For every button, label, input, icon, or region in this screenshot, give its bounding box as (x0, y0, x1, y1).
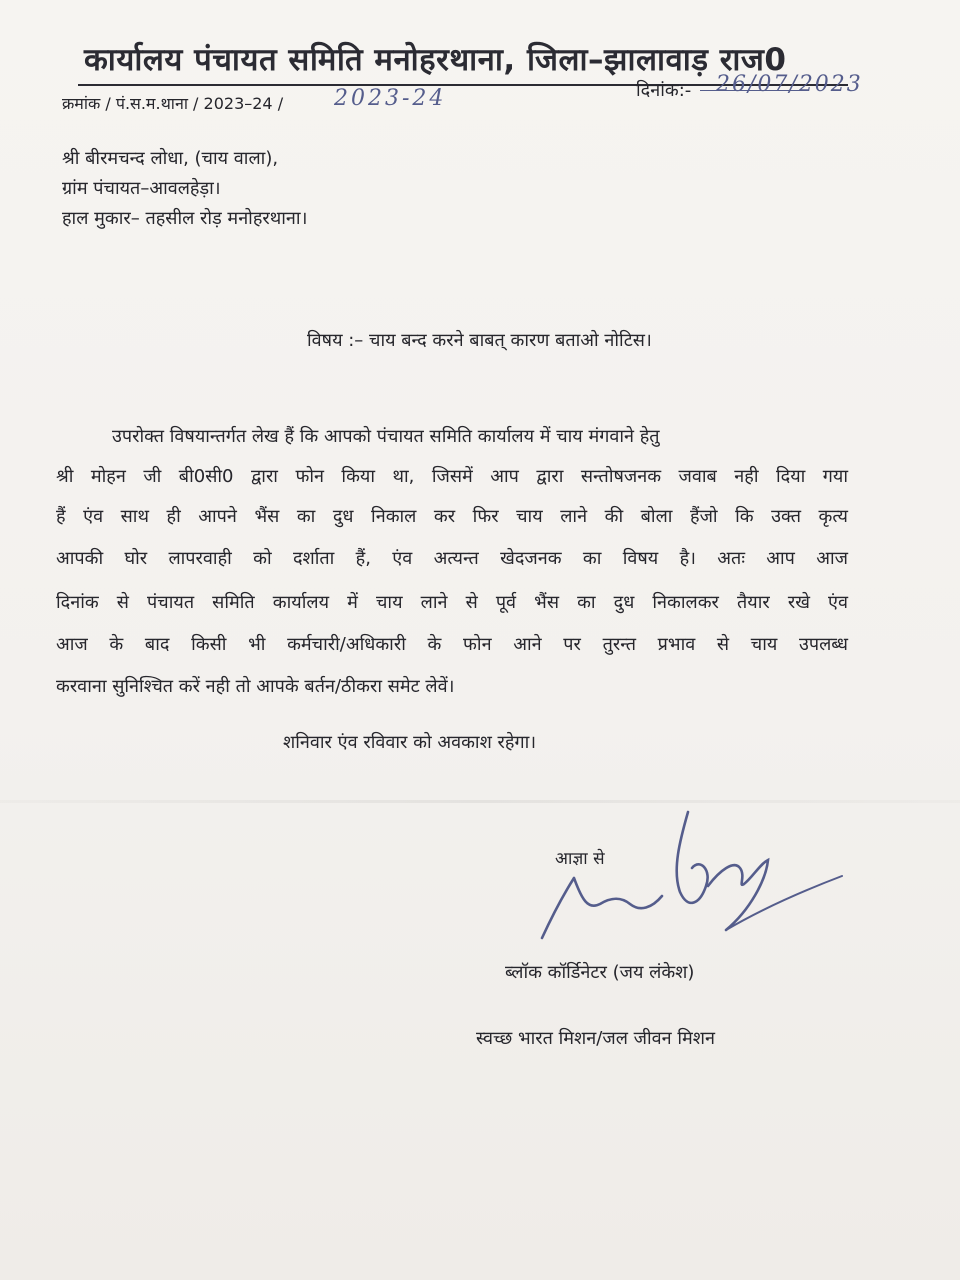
by-order-label: आज्ञा से (555, 849, 605, 869)
body-line: हैं एंव साथ ही आपने भैंस का दुध निकाल कर फिर चाय लाने की बोला हैंजो कि उक्त कृत्य (56, 506, 848, 527)
subject-line: विषय :– चाय बन्द करने बाबत् कारण बताओ नोटिस। (307, 330, 652, 351)
body-line: करवाना सुनिश्चित करें नही तो आपके बर्तन/ठीकरा समेट लेवें। (56, 676, 455, 697)
signature-mark (530, 800, 850, 950)
date-handwritten: 26/07/2023 (716, 72, 863, 97)
holiday-note: शनिवार एंव रविवार को अवकाश रहेगा। (283, 732, 537, 753)
recipient-village: ग्रांम पंचायत–आवलहेड़ा। (62, 178, 221, 199)
recipient-name: श्री बीरमचन्द लोधा, (चाय वाला), (62, 148, 279, 169)
signatory-mission: स्वच्छ भारत मिशन/जल जीवन मिशन (476, 1028, 716, 1049)
body-line: दिनांक से पंचायत समिति कार्यालय में चाय लाने से पूर्व भैंस का दुध निकालकर तैयार रखे एंव (56, 592, 848, 613)
body-line: आज के बाद किसी भी कर्मचारी/अधिकारी के फोन आने पर तुरन्त प्रभाव से चाय उपलब्ध (56, 634, 848, 655)
recipient-address: हाल मुकार– तहसील रोड़ मनोहरथाना। (62, 208, 308, 229)
body-line: श्री मोहन जी बी0सी0 द्वारा फोन किया था, जिसमें आप द्वारा सन्तोषजनक जवाब नही दिया गया (56, 466, 848, 487)
signatory-designation: ब्लॉक कॉर्डिनेटर (जय लंकेश) (505, 962, 695, 983)
date-label: दिनांक:- (636, 80, 692, 101)
reference-number-handwritten: 2023-24 (334, 86, 447, 111)
office-header-title: कार्यालय पंचायत समिति मनोहरथाना, जिला–झालावाड़ राज0 (84, 42, 787, 78)
body-line: आपकी घोर लापरवाही को दर्शाता हैं, एंव अत्यन्त खेदजनक का विषय है। अतः आप आज (56, 548, 848, 569)
body-line: उपरोक्त विषयान्तर्गत लेख हैं कि आपको पंचायत समिति कार्यालय में चाय मंगवाने हेतु (112, 426, 660, 447)
reference-number-label: क्रमांक / पं.स.म.थाना / 2023–24 / (62, 94, 284, 113)
